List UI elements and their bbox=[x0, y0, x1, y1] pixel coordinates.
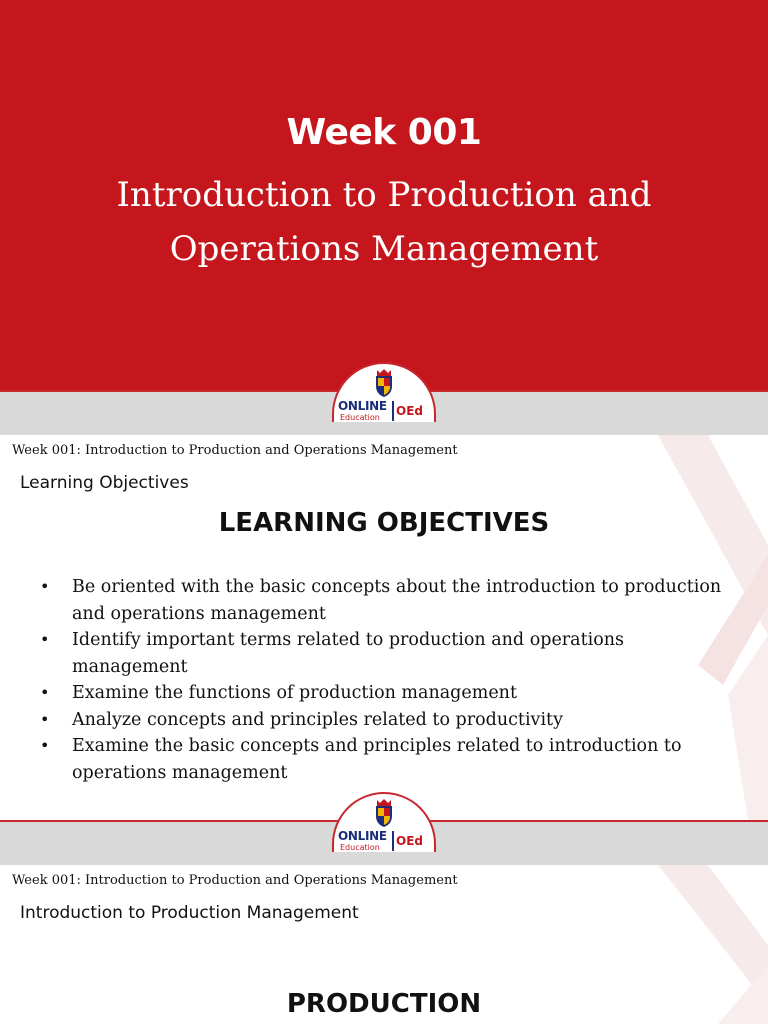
production-slide bbox=[0, 865, 768, 1024]
section-title: Introduction to Production Management bbox=[20, 903, 359, 923]
online-education-logo bbox=[336, 798, 432, 858]
logo-mark: OEd bbox=[396, 404, 423, 418]
title-subtitle bbox=[30, 168, 738, 276]
title-slide bbox=[0, 0, 768, 392]
logo-divider bbox=[392, 831, 394, 851]
logo-brand-top: ONLINE bbox=[338, 399, 387, 413]
list-item bbox=[34, 733, 724, 786]
bullet-icon: • bbox=[40, 709, 50, 729]
university-seal-icon bbox=[373, 798, 395, 828]
title-subtitle-line1: Introduction to Production and bbox=[116, 175, 652, 215]
list-item bbox=[34, 707, 724, 734]
online-education-logo bbox=[336, 368, 432, 428]
logo-divider bbox=[392, 401, 394, 421]
bullet-icon: • bbox=[40, 630, 50, 649]
objective-text: Identify important terms related to production and operations management bbox=[72, 630, 625, 677]
breadcrumb: Week 001: Introduction to Production and Operations Management bbox=[12, 873, 458, 888]
title-subtitle-line2: Operations Management bbox=[169, 229, 599, 269]
objective-text: Analyze concepts and principles related to productivity bbox=[72, 709, 563, 730]
bullet-icon: • bbox=[40, 736, 50, 755]
title-week: Week 001 bbox=[286, 112, 482, 153]
logo-brand-bottom: Education bbox=[340, 843, 380, 852]
breadcrumb: Week 001: Introduction to Production and Operations Management bbox=[12, 443, 458, 458]
objective-text: Examine the functions of production management bbox=[72, 683, 517, 703]
list-item bbox=[34, 680, 724, 707]
logo-brand-bottom: Education bbox=[340, 413, 380, 422]
list-item bbox=[34, 574, 724, 627]
university-seal-icon bbox=[373, 368, 395, 398]
list-item bbox=[34, 627, 724, 680]
objective-text: Be oriented with the basic concepts about the introduction to production and operations management bbox=[72, 577, 722, 624]
section-title: Learning Objectives bbox=[20, 473, 189, 493]
bullet-icon: • bbox=[40, 577, 50, 596]
logo-mark: OEd bbox=[396, 834, 423, 848]
slide-heading: LEARNING OBJECTIVES bbox=[218, 508, 550, 538]
logo-brand-top: ONLINE bbox=[338, 829, 387, 843]
slide-heading: PRODUCTION bbox=[286, 989, 482, 1019]
bullet-icon: • bbox=[40, 683, 50, 702]
objective-text: Examine the basic concepts and principles related to introduction to operations management bbox=[72, 736, 682, 783]
objectives-list bbox=[34, 574, 724, 786]
learning-objectives-slide bbox=[0, 435, 768, 820]
